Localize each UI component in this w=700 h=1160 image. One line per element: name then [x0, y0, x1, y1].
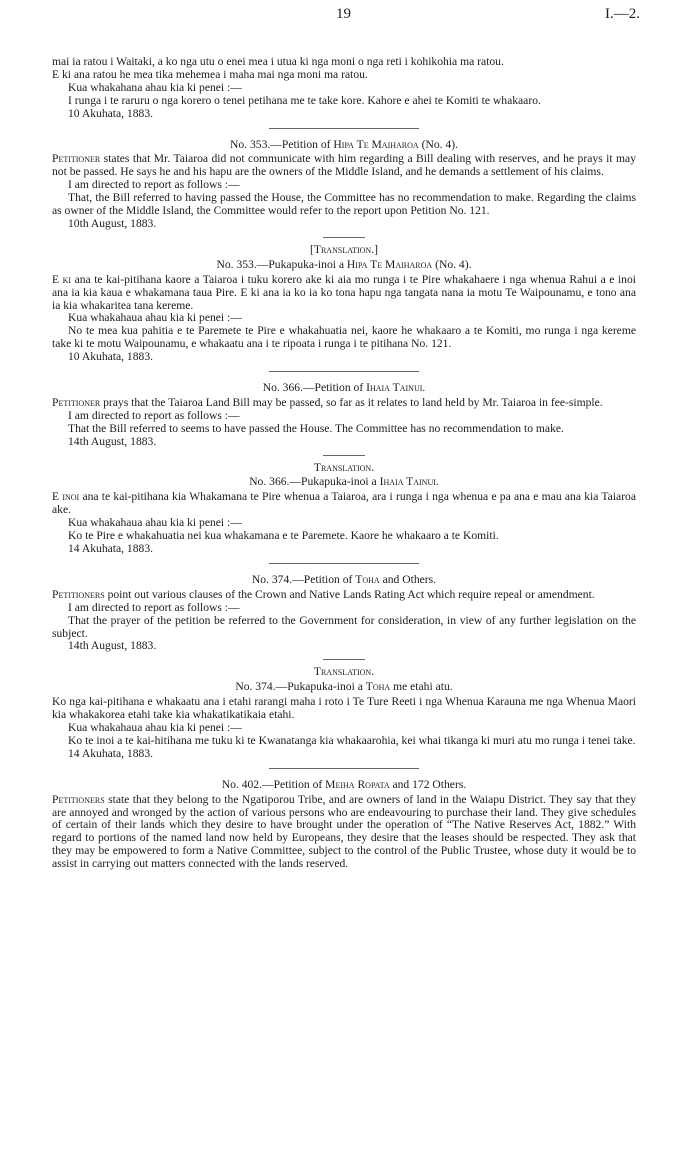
translation-366-report: Ko te Pire e whakahuatia nei kua whakamana e te Paremete. Kaore he whakaaro a te Komiti. [68, 529, 499, 543]
intro-date: 10 Akuhata, 1883. [68, 106, 154, 120]
translation-366-body: E inoi ana te kai-pitihana kia Whakamana te Pire whenua a Taiaroa, ara i runga i nga whenua e pa ana e mau ana kia Taiaroa ake. [52, 490, 636, 517]
petition-353-directed: I am directed to report as follows :— [68, 178, 240, 192]
page-header [0, 8, 700, 28]
intro-report: I runga i te raruru o nga korero o tenei petihana me te take kore. Kahore e ahei te Komiti te whakaaro. [68, 93, 541, 107]
translation-353-body: E ki ana te kai-pitihana kaore a Taiaroa i tuku korero ake ki aia mo runga i te Pire whakahaere i nga whenua Rahui a e inoi ana ia kia kaua e whakamana taua Pire. E ki ana ia ko ia ko tona hapu nga tangata nana ia motu Te Waipounamu, e tono ana ia kia whakaritea tana kereme. [52, 272, 637, 312]
translation-366-directed: Kua whakahaua ahau kia ki penei :— [68, 516, 242, 530]
petition-366-body: Petitioner prays that the Taiaroa Land Bill may be passed, so far as it relates to land held by Mr. Taiaroa in fee-simple. [52, 395, 603, 409]
petition-374-title: No. 374.—Petition of Toha and Others. [251, 572, 437, 586]
translation-353-label: [Translation.] [310, 242, 378, 256]
petition-353-report: That, the Bill referred to having passed the House, the Committee has no recommendation to make. Regarding the claims as owner of the Middle Island, the Committee would refer to the report upon Petition No. 121. [52, 191, 636, 218]
petition-353-title: No. 353.—Petition of Hipa Te Maiharoa (No. 4). [230, 137, 458, 151]
petition-366-report: That the Bill referred to seems to have passed the House. The Committee has no recommendation to make. [68, 421, 564, 435]
translation-366-label: Translation. [313, 460, 375, 474]
petition-353-date: 10th August, 1883. [68, 216, 157, 230]
translation-374-label: Translation. [313, 665, 375, 679]
section-divider [323, 237, 365, 238]
intro-line-2: E ki ana ratou he mea tika mehemea i maha mai nga moni ma ratou. [52, 67, 368, 81]
section-divider [269, 371, 419, 372]
translation-374-date: 14 Akuhata, 1883. [68, 746, 154, 760]
translation-374-title: No. 374.—Pukapuka-inoi a Toha me etahi atu. [235, 680, 453, 694]
petition-374-body: Petitioners point out various clauses of the Crown and Native Lands Rating Act which require repeal or amendment. [52, 587, 595, 601]
translation-366-date: 14 Akuhata, 1883. [68, 542, 154, 555]
translation-353-title: No. 353.—Pukapuka-inoi a Hipa Te Maiharoa (No. 4). [216, 257, 472, 271]
petition-353-body: Petitioner states that Mr. Taiaroa did not communicate with him regarding a Bill dealing with reserves, and he prays it may not be passed. He says he and his hapu are the owners of the Middle Island, and he demands a settlement of his claims. [52, 152, 636, 179]
page-number: 19 [336, 6, 351, 22]
section-divider [269, 768, 419, 769]
petition-374-report: That the prayer of the petition be referred to the Government for consideration, in view of any further legislation on the subject. [52, 613, 636, 640]
petition-374-date: 14th August, 1883. [68, 639, 157, 653]
translation-374-report: Ko te inoi a te kai-hitihana me tuku ki te Kwanatanga kia whakaarohia, kei whai tikanga ki muri atu mo runga i tenei take. [68, 733, 636, 747]
section-divider [269, 128, 419, 129]
petition-402-title: No. 402.—Petition of Meiha Ropata and 172 Others. [221, 777, 467, 791]
translation-374-directed: Kua whakahaua ahau kia ki penei :— [68, 720, 242, 734]
translation-353-report: No te mea kua pahitia e te Paremete te Pire e whakahuatia nei, kaore he whakaaro a te Komiti, mo runga i nga kereme take ki te motu Waipounamu, e whakaatu ana i te ripoata i runga i te pitihana No. 121. [52, 324, 636, 351]
petition-366-date: 14th August, 1883. [68, 434, 157, 448]
translation-353-date: 10 Akuhata, 1883. [68, 350, 154, 364]
petition-374-directed: I am directed to report as follows :— [68, 600, 240, 614]
translation-366-title: No. 366.—Pukapuka-inoi a Ihaia Tainui. [249, 475, 439, 489]
petition-402-body: Petitioners state that they belong to the Ngatiporou Tribe, and are owners of land in the Waiapu District. They say that they are annoyed and wronged by the action of various persons who are endeavouring to purchase their land. They give schedules of certain of their lands which they desire to have brought under the operation of “The Native Reserves Act, 1882.” With regard to portions of the named land now held by Europeans, they desire that the leases should be respected. They ask that they may be empowered to form a Native Committee, subject to the control of the Public Trustee, whose duty it would be to assist in carrying out matters connected with the lands reserved. [52, 792, 636, 871]
intro-directed: Kua whakahana ahau kia ki penei :— [68, 80, 242, 94]
section-divider [323, 659, 365, 660]
page-body [52, 56, 636, 871]
petition-366-title: No. 366.—Petition of Ihaia Tainui. [262, 381, 426, 395]
translation-374-body: Ko nga kai-pitihana e whakaatu ana i etahi rarangi maha i roto i Te Ture Reeti i nga Whenua Karauna me nga Whenua Maori kia whakakorea etahi take kia whakatikatikaia etahi. [52, 695, 636, 722]
petition-366-directed: I am directed to report as follows :— [68, 408, 240, 422]
document-reference: I.—2. [605, 6, 640, 22]
section-divider [323, 455, 365, 456]
intro-line-1: mai ia ratou i Waitaki, a ko nga utu o enei mea i utua ki nga moni o nga reti i kohikohia ma ratou. [52, 55, 504, 68]
translation-353-directed: Kua whakahaua ahau kia ki penei :— [68, 311, 242, 325]
section-divider [269, 563, 419, 564]
